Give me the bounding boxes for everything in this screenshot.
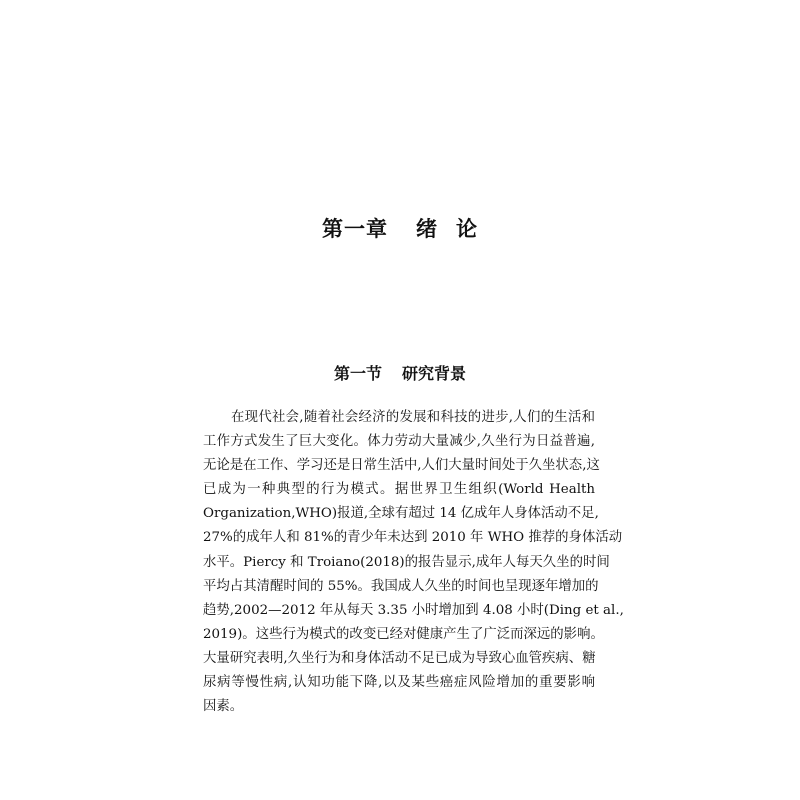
paragraph-line: 已成为一种典型的行为模式。据世界卫生组织(World Health xyxy=(203,482,595,498)
paragraph-line: 27%的成年人和 81%的青少年未达到 2010 年 WHO 推荐的身体活动 xyxy=(203,530,623,546)
paragraph-line: 大量研究表明,久坐行为和身体活动不足已成为导致心血管疾病、糖 xyxy=(203,650,596,666)
chapter-name-char: 绪 xyxy=(416,217,438,241)
paragraph-line: 无论是在工作、学习还是日常生活中,人们大量时间处于久坐状态,这 xyxy=(203,458,600,474)
paragraph-line: 因素。 xyxy=(203,699,244,715)
chapter-number: 第一章 xyxy=(322,217,388,241)
section-title xyxy=(0,362,800,386)
section-name: 研究背景 xyxy=(402,364,467,383)
body-paragraph xyxy=(203,406,624,719)
paragraph-line: 2019)。这些行为模式的改变已经对健康产生了广泛而深远的影响。 xyxy=(203,626,604,642)
paragraph-line: 尿病等慢性病,认知功能下降,以及某些癌症风险增加的重要影响 xyxy=(203,675,595,691)
paragraph-line: 平均占其清醒时间的 55%。我国成人久坐的时间也呈现逐年增加的 xyxy=(203,578,599,594)
section-number: 第一节 xyxy=(333,364,382,383)
chapter-title xyxy=(0,214,800,244)
paragraph-line: 工作方式发生了巨大变化。体力劳动大量减少,久坐行为日益普遍, xyxy=(203,434,595,450)
chapter-name-char: 论 xyxy=(456,217,478,241)
paragraph-line: 趋势,2002—2012 年从每天 3.35 小时增加到 4.08 小时(Ding et al., xyxy=(203,602,624,618)
paragraph-line: 水平。Piercy 和 Troiano(2018)的报告显示,成年人每天久坐的时间 xyxy=(203,554,610,570)
paragraph-line: 在现代社会,随着社会经济的发展和科技的进步,人们的生活和 xyxy=(231,410,595,425)
paragraph-line: Organization,WHO)报道,全球有超过 14 亿成年人身体活动不足, xyxy=(203,506,599,522)
